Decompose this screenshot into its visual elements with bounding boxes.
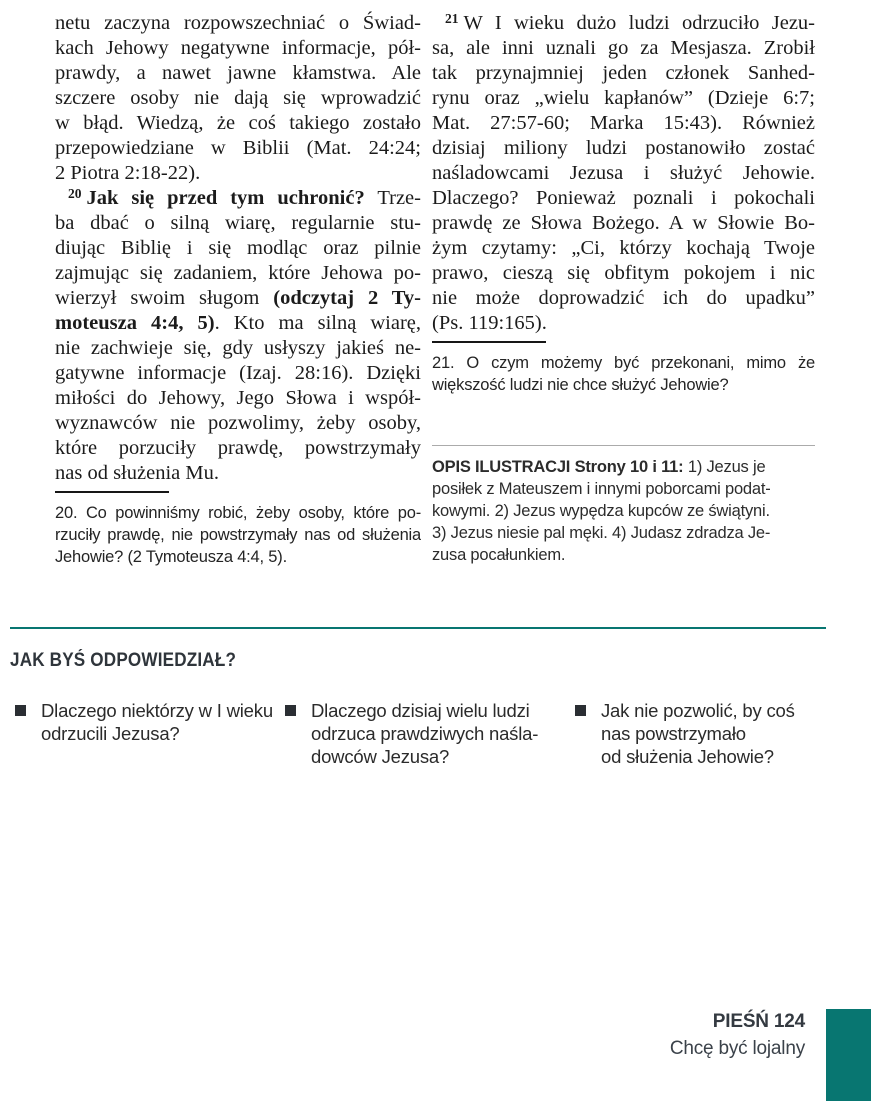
review-question-3 [575,699,820,768]
body-line [432,61,815,86]
text-run: zajmując się zadaniem, które Jehowa po- [55,262,421,284]
text-run: miłości do Jehowy, Jego Słowa i współ- [55,387,421,409]
body-line [432,286,815,311]
body-line [432,36,815,61]
text-run: Jehowie? (2 Tymoteusza 4:4, 5). [55,548,287,566]
body-line [55,386,421,411]
text-run: 2 Piotra 2:18-22). [55,162,201,184]
body-line [55,86,421,111]
text-run: żym czytamy: „Ci, którzy kochają Twoje [432,237,815,259]
text-run: rzuciły prawdę, nie powstrzymały nas od służenia [55,526,421,544]
footnote-20 [55,502,421,568]
question-line: Jak nie pozwolić, by coś [601,700,795,721]
text-run: posiłek z Mateuszem i innymi poborcami podat- [432,480,771,498]
body-line [55,136,421,161]
square-bullet-icon [285,705,296,716]
footnote-line [55,546,421,568]
body-paragraph [432,11,815,336]
body-line [432,86,815,111]
body-line [55,11,421,36]
text-run: sa, ale inni uznali go za Mesjasza. Zrobił [432,37,815,59]
body-line [55,36,421,61]
text-run: dzisiaj miliony ludzi postanowiło zostać [432,137,815,159]
text-run: nie zachwieje się, gdy usłyszy jakieś ne- [55,337,421,359]
text-run: prawdę ze Słowa Bożego. A w Słowie Bo- [432,212,815,234]
text-run: tak przynajmniej jeden członek Sanhed- [432,62,815,84]
text-run: które porzuciły prawdę, powstrzymały [55,437,421,459]
text-run: netu zaczyna rozpowszechniać o Świad- [55,12,421,34]
question-line: Dlaczego dzisiaj wielu ludzi [311,700,530,721]
text-run: 1) Jezus je [683,458,766,476]
footnote-line [432,374,815,396]
caption-line [432,500,815,522]
body-line [432,186,815,211]
body-line [432,311,815,336]
review-question-1 [15,699,273,745]
caption-divider [432,445,815,446]
bold-text-run: moteusza 4:4, 5) [55,312,215,334]
question-line: nas powstrzymało [601,723,746,744]
caption-line [432,544,815,566]
body-line [55,436,421,461]
song-title: Chcę być lojalny [669,1038,805,1059]
text-run: (Ps. 119:165). [432,312,547,334]
text-run: przepowiedziane w Biblii (Mat. 24:24; [55,137,421,159]
body-line [432,11,815,36]
text-run: kach Jehowy negatywne informacje, pół- [55,37,421,59]
square-bullet-icon [15,705,26,716]
text-run: Dlaczego? Ponieważ poznali i pokochali [432,187,815,209]
caption-line [432,478,815,500]
corner-color-block [826,1009,871,1101]
text-run: większość ludzi nie chce służyć Jehowie? [432,376,729,394]
body-line [432,111,815,136]
text-run: wyznawców nie pozwolimy, żeby osoby, [55,412,421,434]
footnote-line [55,502,421,524]
text-run: prawdy, a nawet jawne kłamstwa. Ale [55,62,421,84]
left-column [55,11,421,568]
text-run: wierzył swoim sługom [55,287,274,309]
text-run: Mat. 27:57-60; Marka 15:43). Również [432,112,815,134]
text-run: szczere osoby nie dają się wprowadzić [55,87,421,109]
body-line [55,411,421,436]
caption-line [432,522,815,544]
body-line [55,286,421,311]
question-text [601,699,795,768]
body-line [55,336,421,361]
body-line [432,136,815,161]
body-line [432,261,815,286]
body-paragraph [55,11,421,186]
question-text [311,699,538,768]
right-column [432,11,815,566]
text-run: ba dbać o silną wiarę, regularnie stu- [55,212,421,234]
song-reference [670,1008,805,1062]
question-line: odrzuca prawdziwych naśla- [311,723,539,744]
bold-text-run: OPIS ILUSTRACJI Strony 10 i 11: [432,458,684,476]
text-run: W I wieku dużo ludzi odrzuciło Jezu- [463,12,815,34]
body-paragraph [55,186,421,486]
body-line [432,236,815,261]
body-line [55,361,421,386]
question-line: odrzucili Jezusa? [41,723,180,744]
text-run: naśladowcami Jezusa i służyć Jehowie. [432,162,815,184]
text-run: kowymi. 2) Jezus wypędza kupców ze świątyni. [432,502,770,520]
body-line [432,161,815,186]
body-line [55,236,421,261]
text-run: zusa pocałunkiem. [432,546,566,564]
illustration-caption [432,456,815,566]
text-run: nie może doprowadzić ich do upadku” [432,287,815,309]
footnote-divider [432,341,546,343]
body-line [55,161,421,186]
body-line [55,211,421,236]
paragraph-number: 20 [68,186,82,201]
body-line [55,461,421,486]
text-run: diując Biblię i się modląc oraz pilnie [55,237,421,259]
footnote-divider [55,491,169,493]
footnote-line [432,352,815,374]
review-heading: JAK BYŚ ODPOWIEDZIAŁ? [10,650,237,671]
text-run: prawo, cieszą się obfitym pokojem i nic [432,262,815,284]
text-run: rynu oraz „wielu kapłanów” (Dzieje 6:7; [432,87,815,109]
square-bullet-icon [575,705,586,716]
text-run: w błąd. Wiedzą, że coś takiego zostało [55,112,421,134]
body-line [55,111,421,136]
body-line [55,261,421,286]
question-text [41,699,273,745]
text-run: . Kto ma silną wiarę, [214,312,421,334]
review-section-rule [10,627,826,629]
song-number: PIEŚŃ 124 [712,1011,805,1032]
body-line [55,61,421,86]
text-run: 20. Co powinniśmy robić, żeby osoby, które po- [55,504,421,522]
question-line: od służenia Jehowie? [601,746,774,767]
review-question-2 [285,699,540,768]
text-run: nas od służenia Mu. [55,462,219,484]
body-line [55,186,421,211]
footnote-line [55,524,421,546]
text-run: 21. O czym możemy być przekonani, mimo że [432,354,815,372]
right-column-paragraphs [432,11,815,336]
text-run: 3) Jezus niesie pal męki. 4) Judasz zdradza Je- [432,524,771,542]
text-run: gatywne informacje (Izaj. 28:16). Dzięki [55,362,421,384]
paragraph-number: 21 [445,11,459,26]
bold-text-run: Jak się przed tym uchronić? [86,187,365,209]
caption-line [432,456,815,478]
bold-text-run: (odczytaj 2 Ty- [273,287,421,309]
text-run: Trze- [364,187,421,209]
question-line: Dlaczego niektórzy w I wieku [41,700,273,721]
left-column-paragraphs [55,11,421,486]
question-line: dowców Jezusa? [311,746,450,767]
body-line [55,311,421,336]
body-line [432,211,815,236]
footnote-21 [432,352,815,396]
